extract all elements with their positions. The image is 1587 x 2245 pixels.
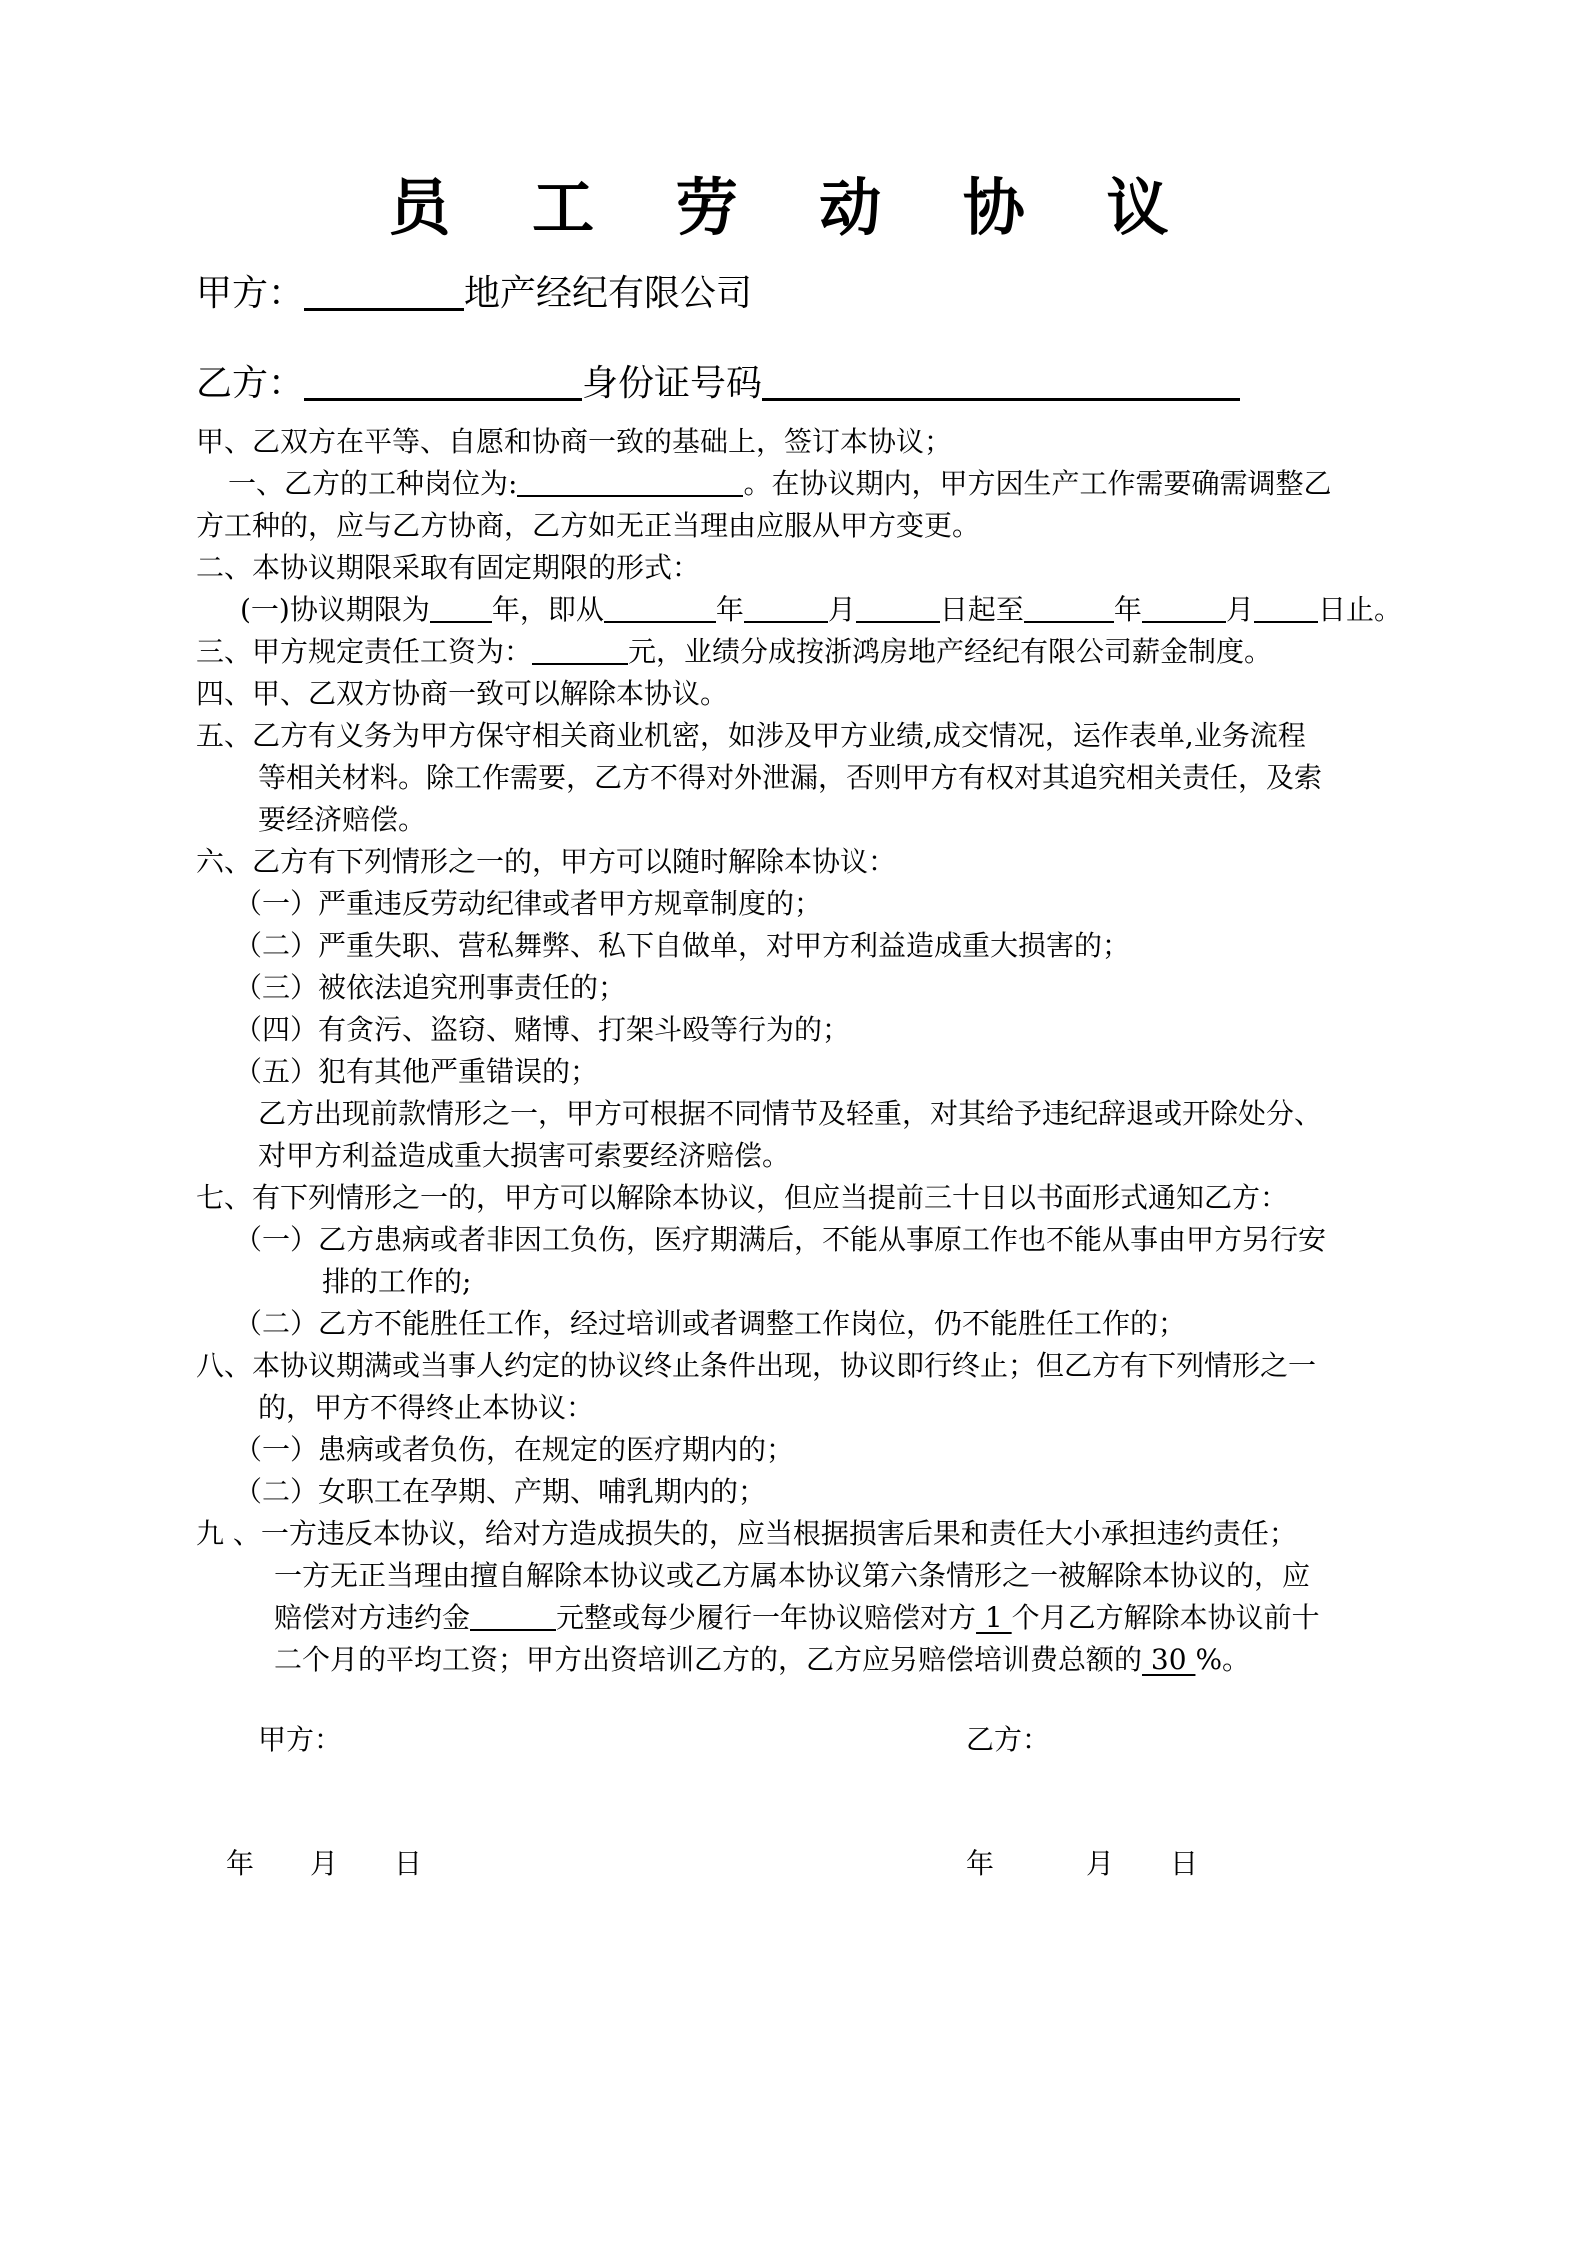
clause-intro: 甲、乙双方在平等、自愿和协商一致的基础上，签订本协议；: [196, 425, 953, 458]
signature-b-date: [966, 1844, 1198, 1884]
end-day-blank[interactable]: [1254, 591, 1318, 623]
clause-4: 四、甲、乙双方协商一致可以解除本协议。: [196, 677, 729, 710]
clause-8-line-1: 八、本协议期满或当事人约定的协议终止条件出现，协议即行终止；但乙方有下列情形之一: [196, 1349, 1317, 1382]
clause-7-item-1-line-2: 排的工作的;: [322, 1265, 472, 1298]
clause-9-line-4: [274, 1640, 1250, 1680]
term-years-blank[interactable]: [430, 591, 492, 623]
end-month-blank[interactable]: [1142, 591, 1226, 623]
clause-8-line-2: 的，甲方不得终止本协议：: [258, 1391, 595, 1424]
signature-a-date: [226, 1844, 422, 1884]
party-a-name-blank[interactable]: [304, 268, 464, 311]
party-b-id-blank[interactable]: [762, 358, 1240, 401]
penalty-amount-blank[interactable]: [470, 1599, 556, 1631]
party-a-label: 甲方：: [196, 273, 305, 314]
start-day-blank[interactable]: [856, 591, 940, 623]
term-text-h: 日止。: [1317, 593, 1402, 626]
clause-6-item-1: （一）严重违反劳动纪律或者甲方规章制度的；: [234, 887, 823, 920]
term-text-b: 年，即从: [491, 593, 604, 626]
training-fee-percent-value: 30: [1142, 1643, 1196, 1676]
wage-blank[interactable]: [532, 633, 628, 665]
end-year-blank[interactable]: [1024, 591, 1114, 623]
sig-a-year-label: 年: [226, 1847, 255, 1880]
term-end-year-label: 年: [1113, 593, 1142, 626]
party-b-line: [196, 358, 1240, 409]
clause-5-line-2: 等相关材料。除工作需要，乙方不得对外泄漏，否则甲方有权对其追究相关责任，及索: [258, 761, 1323, 794]
clause-1-line-2: 方工种的，应与乙方协商，乙方如无正当理由应服从甲方变更。: [196, 509, 981, 542]
signature-party-a-label: 甲方：: [258, 1723, 343, 1756]
start-month-blank[interactable]: [744, 591, 828, 623]
party-a-line: [196, 268, 752, 319]
clause-7-item-2: （二）乙方不能胜任工作，经过培训或者调整工作岗位，仍不能胜任工作的；: [234, 1307, 1187, 1340]
term-end-month-label: 月: [1225, 593, 1254, 626]
clause-6-item-2: （二）严重失职、营私舞弊、私下自做单，对甲方利益造成重大损害的；: [234, 929, 1131, 962]
clause-9-text-c1: 赔偿对方违约金: [274, 1601, 471, 1634]
party-a-suffix: 地产经纪有限公司: [464, 273, 753, 314]
clause-9-text-c3: 个月乙方解除本协议前十: [1011, 1601, 1320, 1634]
term-year-label: 年: [715, 593, 744, 626]
clause-6-item-3: （三）被依法追究刑事责任的；: [234, 971, 627, 1004]
clause-3-text-a: 三、甲方规定责任工资为：: [196, 635, 533, 668]
start-year-blank[interactable]: [604, 591, 716, 623]
clause-8-item-1: （一）患病或者负伤，在规定的医疗期内的；: [234, 1433, 795, 1466]
clause-2-term: [240, 590, 1402, 630]
sig-b-year-label: 年: [966, 1847, 995, 1880]
clause-7: 七、有下列情形之一的，甲方可以解除本协议，但应当提前三十日以书面形式通知乙方：: [196, 1181, 1289, 1214]
clause-6-item-5: （五）犯有其他严重错误的；: [234, 1055, 599, 1088]
party-b-name-blank[interactable]: [304, 358, 582, 401]
clause-7-item-1-line-1: （一）乙方患病或者非因工负伤，医疗期满后，不能从事原工作也不能从事由甲方另行安: [234, 1223, 1327, 1256]
clause-9-text-c2: 元整或每少履行一年协议赔偿对方: [556, 1601, 977, 1634]
clause-6-item-4: （四）有贪污、盗窃、赌博、打架斗殴等行为的；: [234, 1013, 851, 1046]
compensation-months-value: 1: [976, 1601, 1012, 1634]
clause-6-note-1: 乙方出现前款情形之一，甲方可根据不同情节及轻重，对其给予违纪辞退或开除处分、: [258, 1097, 1323, 1130]
clause-5-line-1: 五、乙方有义务为甲方保守相关商业机密，如涉及甲方业绩,成交情况，运作表单,业务流程: [196, 719, 1306, 752]
term-month-label: 月: [827, 593, 856, 626]
clause-1-line-1: [228, 464, 1331, 504]
clause-9-text-d2: %。: [1195, 1643, 1251, 1676]
party-b-id-label: 身份证号码: [582, 363, 763, 404]
clause-8-item-2: （二）女职工在孕期、产期、哺乳期内的；: [234, 1475, 767, 1508]
clause-6: 六、乙方有下列情形之一的，甲方可以随时解除本协议：: [196, 845, 897, 878]
clause-5-line-3: 要经济赔偿。: [258, 803, 427, 836]
job-position-blank[interactable]: [517, 465, 743, 497]
term-text-a: (一)协议期限为: [240, 593, 430, 626]
clause-1-text-b: 。在协议期内，甲方因生产工作需要确需调整乙: [743, 467, 1332, 500]
clause-3: [196, 632, 1272, 672]
sig-b-month-label: 月: [1086, 1847, 1115, 1880]
clause-9-line-2: 一方无正当理由擅自解除本协议或乙方属本协议第六条情形之一被解除本协议的，应: [274, 1559, 1311, 1592]
signature-party-b-label: 乙方：: [966, 1723, 1051, 1756]
document-title: 员 工 劳 动 协 议: [388, 171, 1199, 244]
term-text-e: 日起至: [939, 593, 1024, 626]
sig-a-month-label: 月: [310, 1847, 339, 1880]
clause-2: 二、本协议期限采取有固定期限的形式：: [196, 551, 701, 584]
party-b-label: 乙方：: [196, 363, 305, 404]
clause-9-line-3: [274, 1598, 1320, 1638]
clause-9-text-d1: 二个月的平均工资；甲方出资培训乙方的，乙方应另赔偿培训费总额的: [274, 1643, 1143, 1676]
clause-1-text-a: 一、乙方的工种岗位为:: [228, 467, 518, 500]
sig-a-day-label: 日: [394, 1847, 423, 1880]
clause-3-text-b: 元，业绩分成按浙鸿房地产经纪有限公司薪金制度。: [628, 635, 1273, 668]
sig-b-day-label: 日: [1170, 1847, 1199, 1880]
clause-6-note-2: 对甲方利益造成重大损害可索要经济赔偿。: [258, 1139, 791, 1172]
clause-9-line-1: 九 、一方违反本协议，给对方造成损失的，应当根据损害后果和责任大小承担违约责任；: [196, 1517, 1297, 1550]
